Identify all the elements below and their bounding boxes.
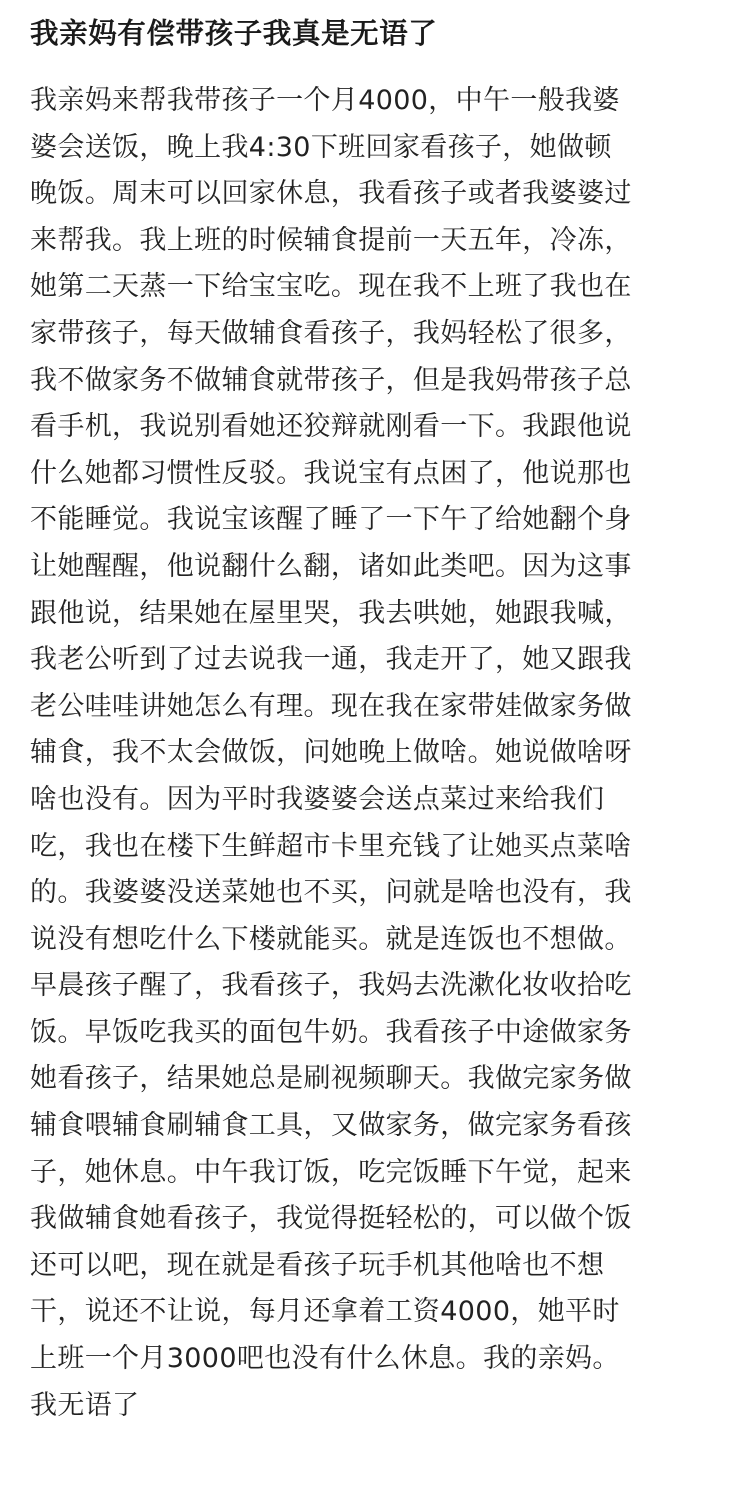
post-body xyxy=(30,78,719,1429)
body-line: 啥也没有。因为平时我婆婆会送点菜过来给我们 xyxy=(30,783,605,815)
body-line: 我做辅食她看孩子，我觉得挺轻松的，可以做个饭 xyxy=(30,1203,632,1235)
body-line: 我不做家务不做辅食就带孩子，但是我妈带孩子总 xyxy=(30,364,632,396)
body-line: 还可以吧，现在就是看孩子玩手机其他啥也不想 xyxy=(30,1249,605,1281)
body-line: 早晨孩子醒了，我看孩子，我妈去洗漱化妆收拾吃 xyxy=(30,970,632,1002)
body-line: 不能睡觉。我说宝该醒了睡了一下午了给她翻个身 xyxy=(30,504,632,536)
body-line: 她第二天蒸一下给宝宝吃。现在我不上班了我也在 xyxy=(30,271,632,303)
body-line: 的。我婆婆没送菜她也不买，问就是啥也没有，我 xyxy=(30,877,632,909)
body-line: 老公哇哇讲她怎么有理。现在我在家带娃做家务做 xyxy=(30,690,632,722)
body-line: 让她醒醒，他说翻什么翻，诸如此类吧。因为这事 xyxy=(30,550,632,582)
body-line: 辅食喂辅食刷辅食工具，又做家务，做完家务看孩 xyxy=(30,1110,632,1142)
body-line: 上班一个月3000吧也没有什么休息。我的亲妈。 xyxy=(30,1343,620,1375)
body-line: 来帮我。我上班的时候辅食提前一天五年，冷冻， xyxy=(30,224,632,256)
body-line: 我亲妈来帮我带孩子一个月4000，中午一般我婆 xyxy=(30,85,620,116)
body-line: 说没有想吃什么下楼就能买。就是连饭也不想做。 xyxy=(30,923,632,955)
body-line: 子，她休息。中午我订饭，吃完饭睡下午觉，起来 xyxy=(30,1156,632,1188)
post-title: 我亲妈有偿带孩子我真是无语了 xyxy=(30,17,438,50)
body-line: 跟他说，结果她在屋里哭，我去哄她，她跟我喊， xyxy=(30,597,632,629)
body-line: 辅食，我不太会做饭，问她晚上做啥。她说做啥呀 xyxy=(30,737,632,769)
body-line: 晚饭。周末可以回家休息，我看孩子或者我婆婆过 xyxy=(30,178,632,210)
body-line: 看手机，我说别看她还狡辩就刚看一下。我跟他说 xyxy=(30,411,632,443)
body-line: 婆会送饭，晚上我4:30下班回家看孩子，她做顿 xyxy=(30,131,612,163)
body-line: 我无语了 xyxy=(30,1389,140,1421)
body-line: 吃，我也在楼下生鲜超市卡里充钱了让她买点菜啥 xyxy=(30,830,632,862)
body-line: 什么她都习惯性反驳。我说宝有点困了，他说那也 xyxy=(30,457,632,489)
body-line: 她看孩子，结果她总是刷视频聊天。我做完家务做 xyxy=(30,1063,632,1095)
body-line: 饭。早饭吃我买的面包牛奶。我看孩子中途做家务 xyxy=(30,1016,632,1048)
body-line: 干，说还不让说，每月还拿着工资4000，她平时 xyxy=(30,1296,620,1328)
body-line: 家带孩子，每天做辅食看孩子，我妈轻松了很多， xyxy=(30,317,632,349)
body-line: 我老公听到了过去说我一通，我走开了，她又跟我 xyxy=(30,644,632,676)
